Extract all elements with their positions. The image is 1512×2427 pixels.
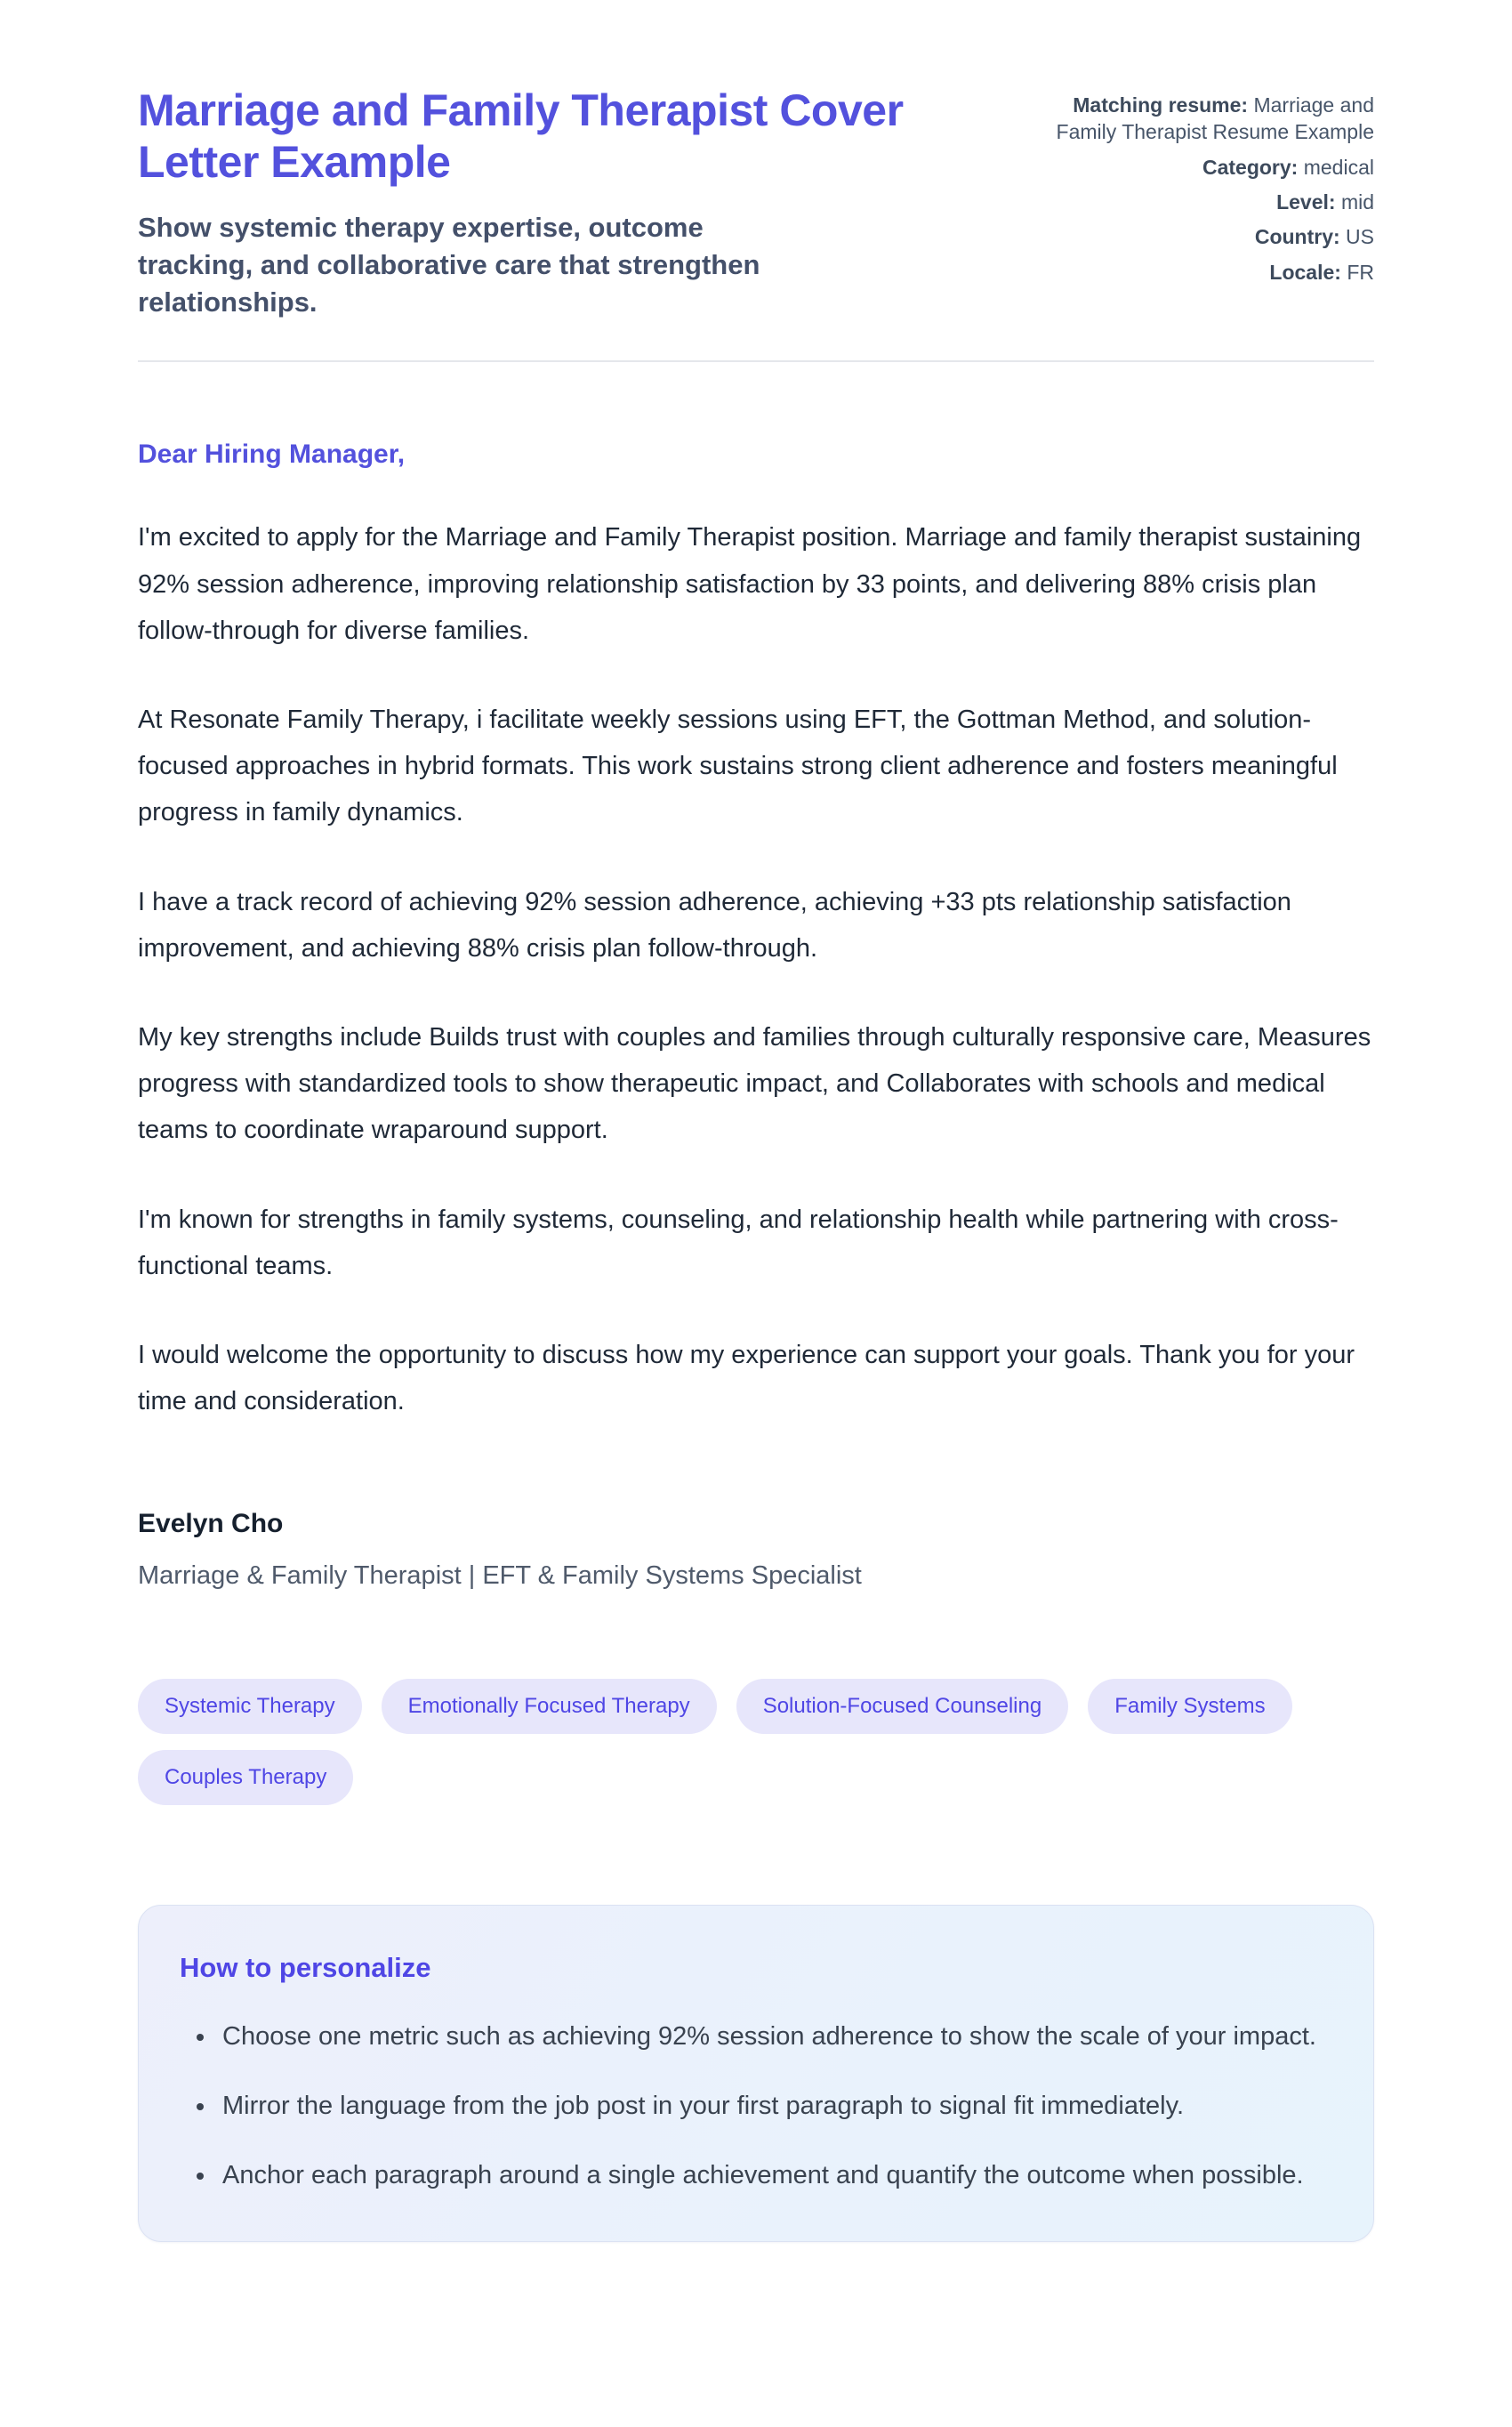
meta-row <box>1018 189 1374 215</box>
tip-list <box>180 2013 1332 2199</box>
page-title: Marriage and Family Therapist Cover Letter Example <box>138 85 904 187</box>
header-title-block <box>138 85 938 321</box>
meta-value: US <box>1346 225 1374 249</box>
signature-name: Evelyn Cho <box>138 1509 284 1539</box>
skill-tag-pill[interactable]: Systemic Therapy <box>138 1679 362 1734</box>
letter-paragraph: I have a track record of achieving 92% session adherence, achieving +33 pts relationship satisfaction improvement, and achieving 88% crisis plan follow-through. <box>138 887 1291 963</box>
skill-tag-pill[interactable]: Couples Therapy <box>138 1750 353 1805</box>
meta-value: FR <box>1347 260 1374 284</box>
page-header <box>138 85 1374 321</box>
header-divider <box>138 360 1374 362</box>
meta-value: medical <box>1303 155 1374 179</box>
skill-tag-pill[interactable]: Solution-Focused Counseling <box>736 1679 1069 1734</box>
letter-paragraph: My key strengths include Builds trust with couples and families through culturally responsive care, Measures progress with standardized tools to show therapeutic impact, and Collaborates with schools and medical teams to coordinate wraparound support. <box>138 1022 1371 1145</box>
skill-tag-pill[interactable]: Family Systems <box>1088 1679 1291 1734</box>
meta-row <box>1018 259 1374 286</box>
meta-label: Matching resume: <box>1073 93 1249 117</box>
letter-body <box>138 437 1374 1424</box>
meta-value: Marriage and Family Therapist Resume Example <box>1056 93 1374 144</box>
skill-tag-pill[interactable]: Emotionally Focused Therapy <box>382 1679 717 1734</box>
meta-row <box>1018 154 1374 181</box>
meta-label: Level: <box>1276 190 1336 214</box>
resume-meta <box>1018 85 1374 294</box>
page-subtitle: Show systemic therapy expertise, outcome tracking, and collaborative care that strengthen relationships. <box>138 212 760 318</box>
tip-list-item: • Choose one metric such as achieving 92% session adherence to show the scale of your impact. <box>217 2013 1332 2060</box>
how-to-personalize-box <box>138 1905 1374 2242</box>
salutation: Dear Hiring Manager, <box>138 439 406 470</box>
signature-block <box>138 1506 1374 1593</box>
letter-paragraph: At Resonate Family Therapy, i facilitate weekly sessions using EFT, the Gottman Method, and solution-focused approaches in hybrid formats. This work sustains strong client adherence and fosters meaningful progress in family dynamics. <box>138 706 1338 827</box>
tip-list-item: • Mirror the language from the job post in your first paragraph to signal fit immediately. <box>217 2083 1332 2129</box>
skill-tags <box>138 1679 1374 1805</box>
meta-label: Country: <box>1254 225 1340 249</box>
tip-box-heading: How to personalize <box>180 1952 431 1984</box>
meta-label: Locale: <box>1269 260 1341 284</box>
tip-list-item: • Anchor each paragraph around a single achievement and quantify the outcome when possible. <box>217 2152 1332 2198</box>
letter-paragraph: I would welcome the opportunity to discuss how my experience can support your goals. Thank you for your time and consideration. <box>138 1340 1355 1416</box>
letter-paragraph: I'm excited to apply for the Marriage and Family Therapist position. Marriage and family therapist sustaining 92% session adherence, improving relationship satisfaction by 33 points, and delivering 88% crisis plan follow-through for diverse families. <box>138 523 1362 645</box>
meta-row <box>1018 92 1374 146</box>
signature-role: Marriage & Family Therapist | EFT & Family Systems Specialist <box>138 1561 862 1591</box>
letter-paragraph: I'm known for strengths in family systems, counseling, and relationship health while partnering with cross-functional teams. <box>138 1205 1339 1280</box>
cover-letter-page <box>138 0 1374 2295</box>
letter-paragraphs <box>138 514 1374 1424</box>
meta-row <box>1018 223 1374 250</box>
meta-label: Category: <box>1202 155 1299 179</box>
meta-value: mid <box>1340 190 1374 214</box>
